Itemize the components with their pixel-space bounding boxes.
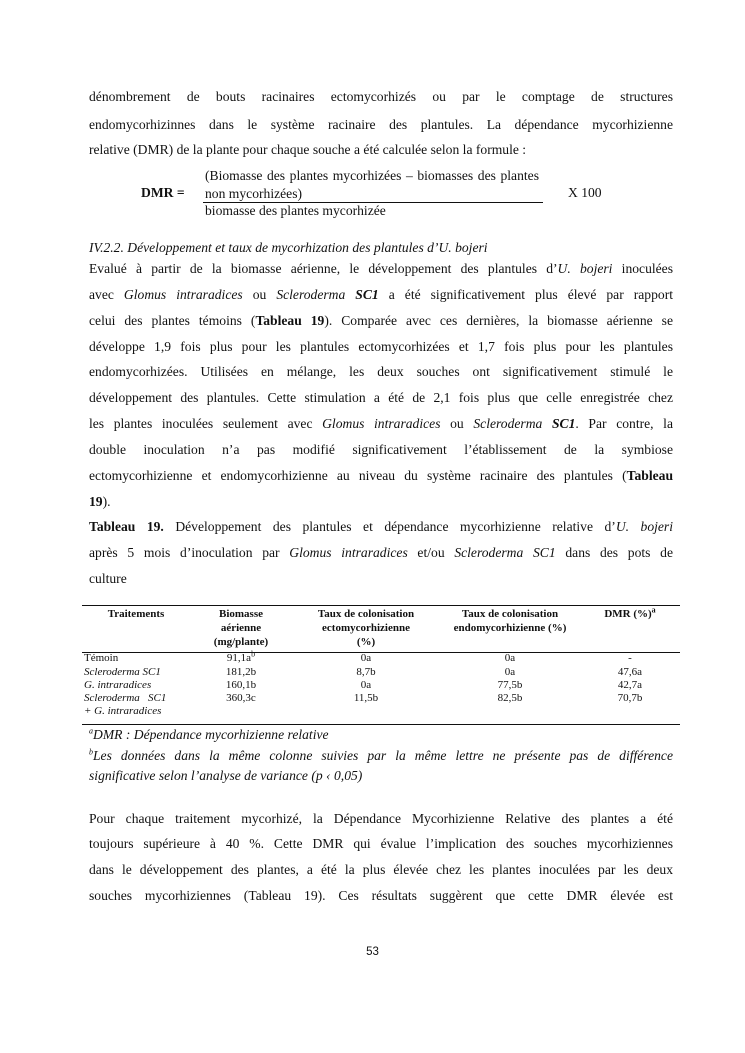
row-biomasse: 360,3c: [226, 692, 256, 704]
table-bottom-rule: [82, 724, 680, 725]
row-ecto: 11,5b: [353, 692, 379, 704]
page-number: 53: [366, 946, 379, 958]
intro-line-2: endomycorhizinnes dans le système racinaire des plantules. La dépendance mycorhizienne: [89, 117, 673, 132]
para2-line-3: dans le développement des plantes, a été la plus élevée chez les plantes inoculées par les deux: [89, 862, 673, 877]
row-treatment: Scleroderma SC1: [84, 666, 161, 678]
para1-line-4: développe 1,9 fois plus pour les plantules ectomycorhizées et 1,7 fois plus pour les plantules: [89, 339, 673, 354]
formula-numerator: (Biomasse des plantes mycorhizées – biomasses des plantes non mycorhizées): [205, 168, 539, 201]
section-subheading: IV.2.2. Développement et taux de mycorhization des plantules d’U. bojeri: [89, 240, 488, 255]
para1-line-6: développement des plantules. Cette stimulation a été de 2,1 fois plus que celle enregistrée chez: [89, 390, 673, 405]
row-treatment: G. intraradices: [84, 679, 152, 691]
footnote-b-line-2: significative selon l’analyse de variance (p ‹ 0,05): [89, 768, 363, 783]
para1-line-3: celui des plantes témoins (Tableau 19). Comparée avec ces dernières, la biomasse aérienne se: [89, 313, 673, 328]
row-ecto: 8,7b: [356, 666, 376, 678]
row-endo: 0a: [504, 652, 516, 664]
row-endo: 77,5b: [497, 679, 523, 691]
para1-line-8: double inoculation n’a pas modifié significativement l’établissement de la symbiose: [89, 442, 673, 457]
row-endo: 82,5b: [497, 692, 523, 704]
table-row: [82, 652, 680, 666]
results-table: [82, 605, 680, 718]
col-header-traitements: Traitements: [107, 608, 165, 620]
row-dmr: 70,7b: [617, 692, 643, 704]
formula-label: DMR =: [141, 185, 185, 200]
footnote-b-line-1: $^b$Les données dans la même colonne suivies par la même lettre ne présente pas de différence: [89, 747, 673, 763]
formula-multiplier: X 100: [568, 185, 602, 200]
footnote-a: $^a$DMR : Dépendance mycorhizienne relative: [89, 726, 329, 742]
para1-line-7: les plantes inoculées seulement avec Glomus intraradices ou Scleroderma SC1. Par contre, la: [89, 416, 673, 431]
row-ecto: 0a: [360, 652, 372, 664]
para2-line-1: Pour chaque traitement mycorhizé, la Dépendance Mycorhizienne Relative des plantes a été: [89, 811, 673, 826]
table-row: [82, 666, 680, 679]
table-caption-line-3: culture: [89, 571, 127, 586]
para2-line-2: toujours supérieure à 40 %. Cette DMR qui évalue l’implication des souches mycorhiziennes: [89, 836, 673, 851]
row-treatment: Témoin: [84, 652, 119, 664]
row-treatment: Scleroderma SC1 + G. intraradices: [84, 692, 167, 717]
intro-line-3: relative (DMR) de la plante pour chaque souche a été calculée selon la formule :: [89, 142, 527, 157]
para1-line-2: avec Glomus intraradices ou Scleroderma SC1 a été significativement plus élevé par rapport: [89, 287, 674, 302]
para1-line-5: endomycorhizées. Utilisées en mélange, les deux souches ont significativement stimulé le: [89, 364, 673, 379]
table-row: [82, 692, 680, 718]
col-header-ecto: Taux de colonisation ectomycorhizienne (%): [317, 608, 415, 648]
col-header-biomasse: Biomasse aérienne (mg/plante): [213, 608, 269, 648]
row-dmr: 42,7a: [617, 679, 643, 691]
col-header-dmr: DMR (%)$^a$: [604, 605, 656, 620]
para2-line-4: souches mycorhiziennes (Tableau 19). Ces résultats suggèrent que cette DMR élevée est: [89, 888, 673, 903]
para1-line-9: ectomycorhizienne et endomycorhizienne au niveau du système racinaire des plantules (Tableau: [89, 468, 673, 483]
table-caption-line-1: Tableau 19. Développement des plantules et dépendance mycorhizienne relative d’U. bojeri: [89, 519, 674, 534]
para1-line-10: 19).: [89, 494, 111, 509]
formula-denominator: biomasse des plantes mycorhizée: [205, 203, 386, 218]
table-caption-line-2: après 5 mois d’inoculation par Glomus intraradices et/ou Scleroderma SC1 dans des pots de: [89, 545, 673, 560]
row-dmr: -: [628, 652, 632, 664]
row-dmr: 47,6a: [617, 666, 643, 678]
intro-line-1: dénombrement de bouts racinaires ectomycorhizés ou par le comptage de structures: [89, 89, 673, 104]
row-ecto: 0a: [360, 679, 372, 691]
row-endo: 0a: [504, 666, 516, 678]
para1-line-1: Evalué à partir de la biomasse aérienne, le développement des plantules d’U. bojeri inoculées: [89, 261, 673, 276]
table-row: [82, 679, 680, 692]
row-biomasse: 181,2b: [225, 666, 257, 678]
col-header-endo: Taux de colonisation endomycorhizienne (%): [453, 608, 567, 634]
row-biomasse: 160,1b: [225, 679, 257, 691]
row-biomasse: $91,1a^b$: [226, 649, 256, 664]
